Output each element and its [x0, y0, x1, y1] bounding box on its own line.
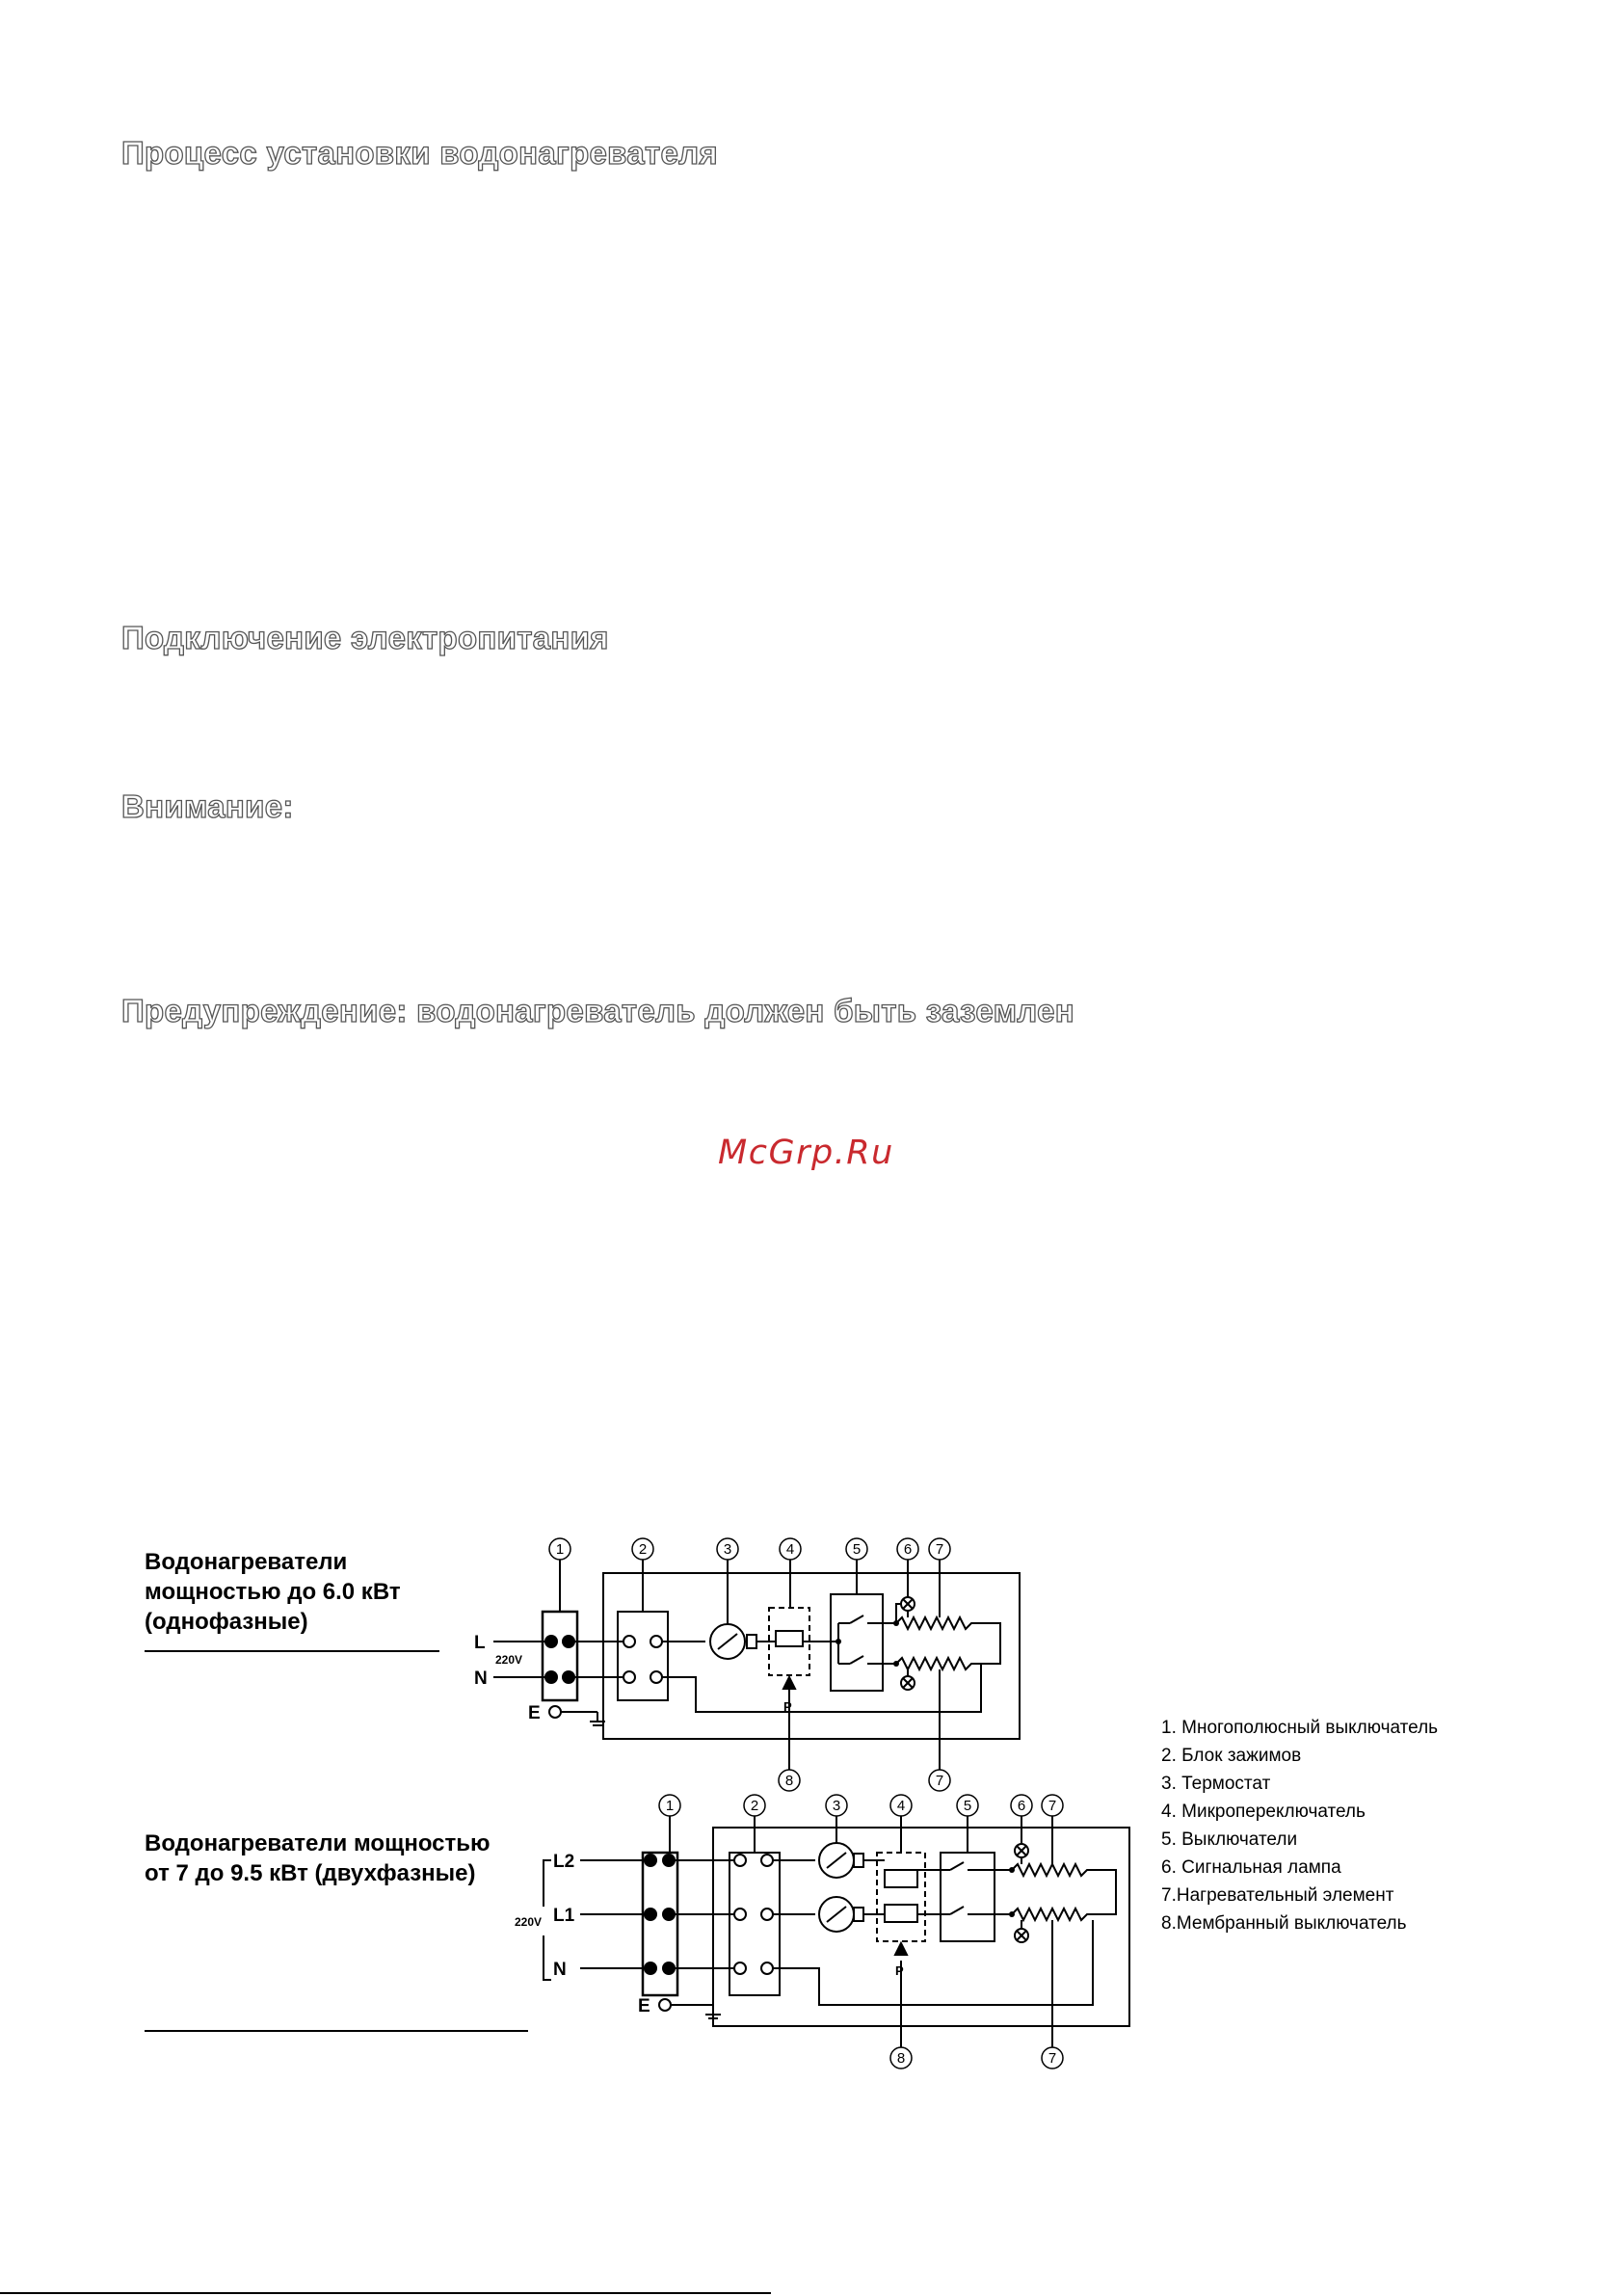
membrane-switch-P-label: P	[895, 1963, 904, 1978]
phase-L-label: L	[474, 1633, 486, 1653]
legend-item: 5. Выключатели	[1161, 1829, 1298, 1850]
callout-number: 7	[1048, 2050, 1057, 2067]
callout-number: 5	[852, 1541, 862, 1558]
callout-number: 2	[750, 1798, 759, 1814]
membrane-switch-P-label: P	[783, 1699, 792, 1714]
callout-number: 7	[935, 1541, 944, 1558]
wiring-diagram-two-phase	[511, 1791, 1147, 2080]
neutral-N-label: N	[474, 1669, 488, 1689]
callout-number: 1	[555, 1541, 565, 1558]
neutral-N-label: N	[553, 1960, 567, 1980]
callout-number: 6	[1017, 1798, 1026, 1814]
callout-number: 7	[935, 1773, 944, 1789]
legend-item: 1. Многополюсный выключатель	[1161, 1718, 1439, 1738]
diagram1-title-line: мощностью до 6.0 кВт	[145, 1579, 401, 1605]
diagram2-title-line: от 7 до 9.5 кВт (двухфазные)	[145, 1860, 476, 1886]
legend-item: 3. Термостат	[1161, 1774, 1271, 1794]
diagram2-title	[145, 1829, 491, 1888]
diagram1-title-underline	[145, 1650, 439, 1652]
legend-item: 7.Нагревательный элемент	[1161, 1885, 1394, 1906]
wiring-diagram-single-phase	[453, 1523, 1031, 1802]
callout-number: 2	[638, 1541, 648, 1558]
voltage-label: 220V	[515, 1915, 543, 1929]
legend-item: 2. Блок зажимов	[1161, 1746, 1302, 1766]
heading-grounding-warning: Предупреждение: водонагреватель должен быть заземлен	[121, 993, 1075, 1028]
page-bottom-rule	[0, 2292, 771, 2294]
heading-attention: Внимание:	[121, 788, 294, 824]
callout-number: 6	[903, 1541, 913, 1558]
earth-E-label: E	[528, 1703, 541, 1723]
legend-item: 4. Микропереключатель	[1161, 1802, 1366, 1822]
callout-number: 8	[896, 2050, 906, 2067]
diagram2-title-line: Водонагреватели мощностью	[145, 1830, 491, 1856]
phase-L2-label: L2	[553, 1852, 575, 1872]
callout-number: 4	[896, 1798, 906, 1814]
phase-L1-label: L1	[553, 1906, 575, 1926]
component-legend	[1161, 1714, 1438, 1937]
earth-E-label: E	[638, 1996, 650, 2016]
voltage-label: 220V	[495, 1653, 523, 1667]
heading-power-connection: Подключение электропитания	[121, 620, 609, 655]
callout-number: 7	[1048, 1798, 1057, 1814]
legend-item: 6. Сигнальная лампа	[1161, 1857, 1341, 1878]
callout-number: 3	[832, 1798, 841, 1814]
legend-item: 8.Мембранный выключатель	[1161, 1913, 1407, 1934]
callout-number: 1	[665, 1798, 675, 1814]
diagram1-title-line: Водонагреватели	[145, 1549, 348, 1575]
callout-number: 4	[785, 1541, 795, 1558]
watermark: McGrp.Ru	[718, 1134, 894, 1172]
callout-number: 3	[723, 1541, 732, 1558]
diagram1-title-line: (однофазные)	[145, 1609, 308, 1635]
callout-number: 8	[784, 1773, 794, 1789]
diagram1-title	[145, 1547, 401, 1637]
diagram2-title-underline	[145, 2030, 528, 2032]
heading-installation: Процесс установки водонагревателя	[121, 135, 718, 171]
callout-number: 5	[963, 1798, 972, 1814]
